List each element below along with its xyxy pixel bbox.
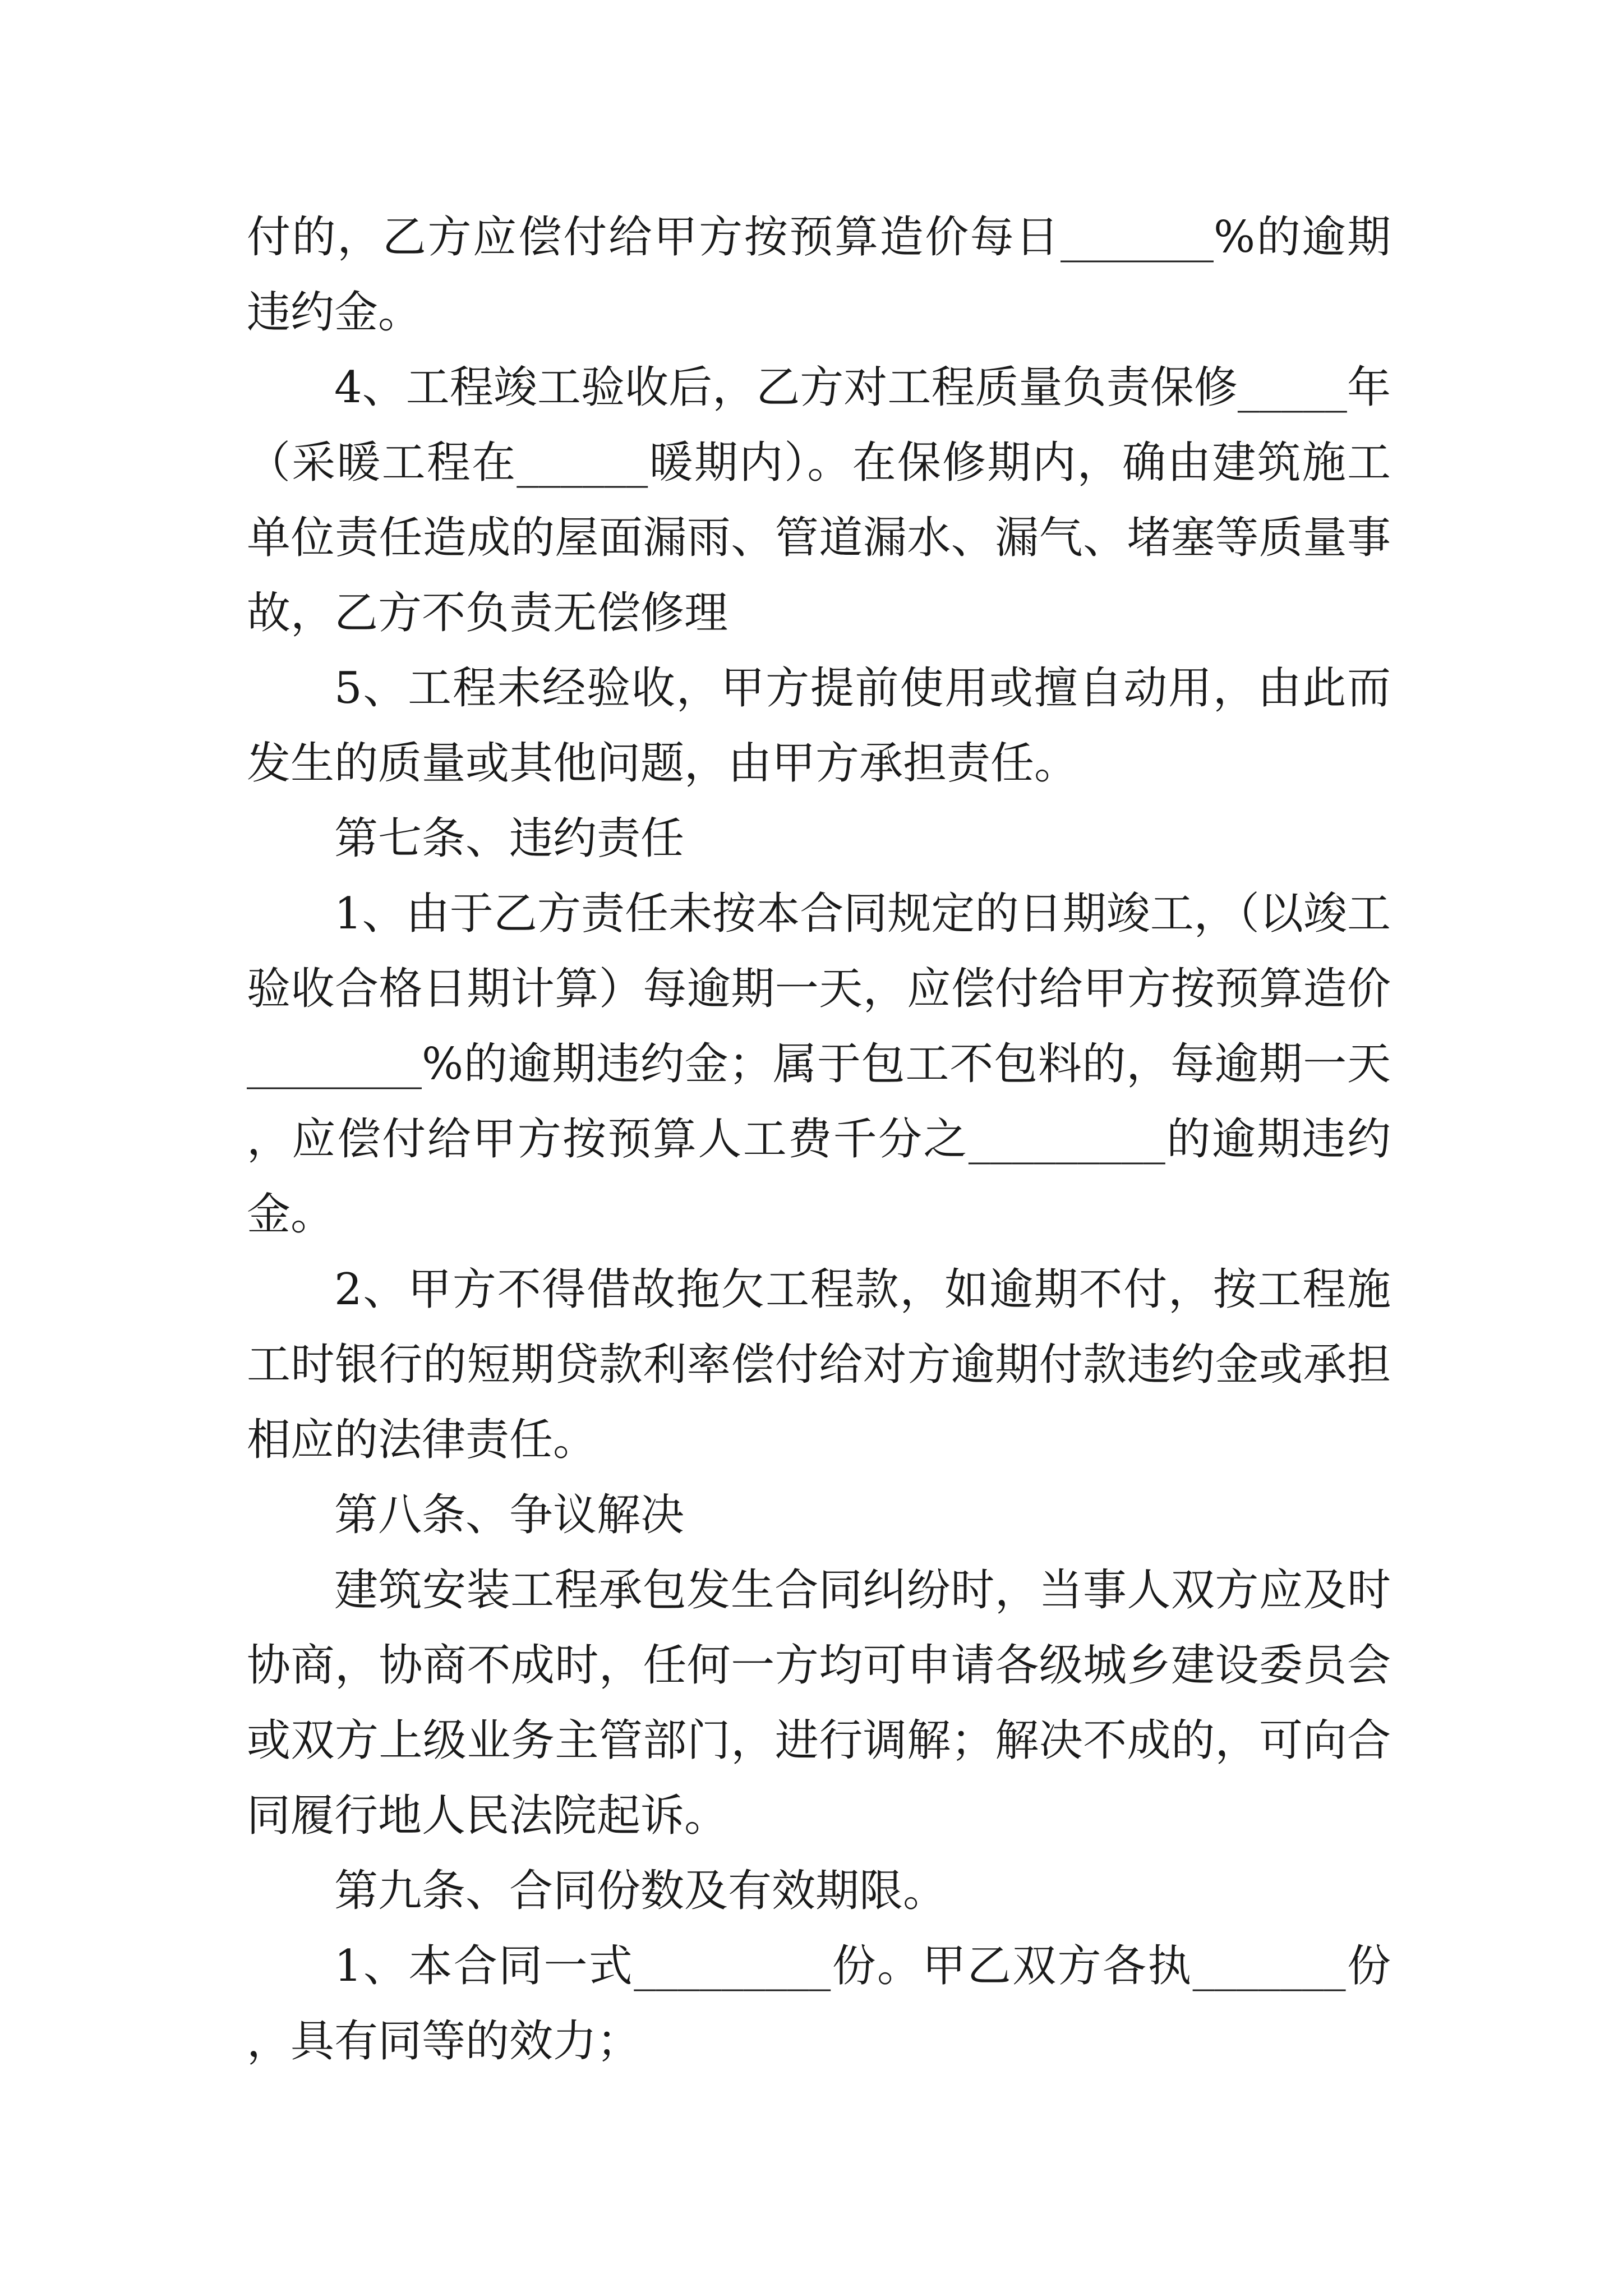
paragraph-payment-arrears: 2、甲方不得借故拖欠工程款，如逾期不付，按工程施工时银行的短期贷款利率偿付给对方逾期付款违约金或承担相应的法律责任。 [247,1264,1391,1465]
paragraph-early-use: 5、工程未经验收，甲方提前使用或擅自动用，由此而发生的质量或其他问题，由甲方承担责任。 [247,663,1391,789]
paragraph-dispute-resolution: 建筑安装工程承包发生合同纠纷时，当事人双方应及时协商，协商不成时，任何一方均可申请各级城乡建设委员会或双方上级业务主管部门，进行调解；解决不成的，可向合同履行地人民法院起诉。 [247,1565,1391,1841]
section-heading-breach: 第七条、违约责任 [334,813,685,864]
section-heading-copies: 第九条、合同份数及有效期限。 [334,1866,947,1916]
paragraph-delay-penalty: 1、由于乙方责任未按本合同规定的日期竣工，（以竣工验收合格日期计算）每逾期一天，应偿付给甲方按预算造价________%的逾期违约金；属于包工不包料的，每逾期一天，应偿付给甲方按预算人工费千分之_________的逾期违约金。 [247,889,1391,1240]
paragraph-liquidated-damages-continued: 付的，乙方应偿付给甲方按预算造价每日_______%的逾期违约金。 [247,212,1391,338]
contract-body [247,200,1391,2079]
paragraph-copies-count: 1、本合同一式_________份。甲乙双方各执_______份，具有同等的效力； [247,1941,1391,2067]
paragraph-warranty-period: 4、工程竣工验收后，乙方对工程质量负责保修_____年（采暖工程在______暖期内）。在保修期内，确由建筑施工单位责任造成的屋面漏雨、管道漏水、漏气、堵塞等质量事故，乙方不负责无偿修理 [247,362,1391,638]
section-heading-dispute: 第八条、争议解决 [334,1490,685,1540]
